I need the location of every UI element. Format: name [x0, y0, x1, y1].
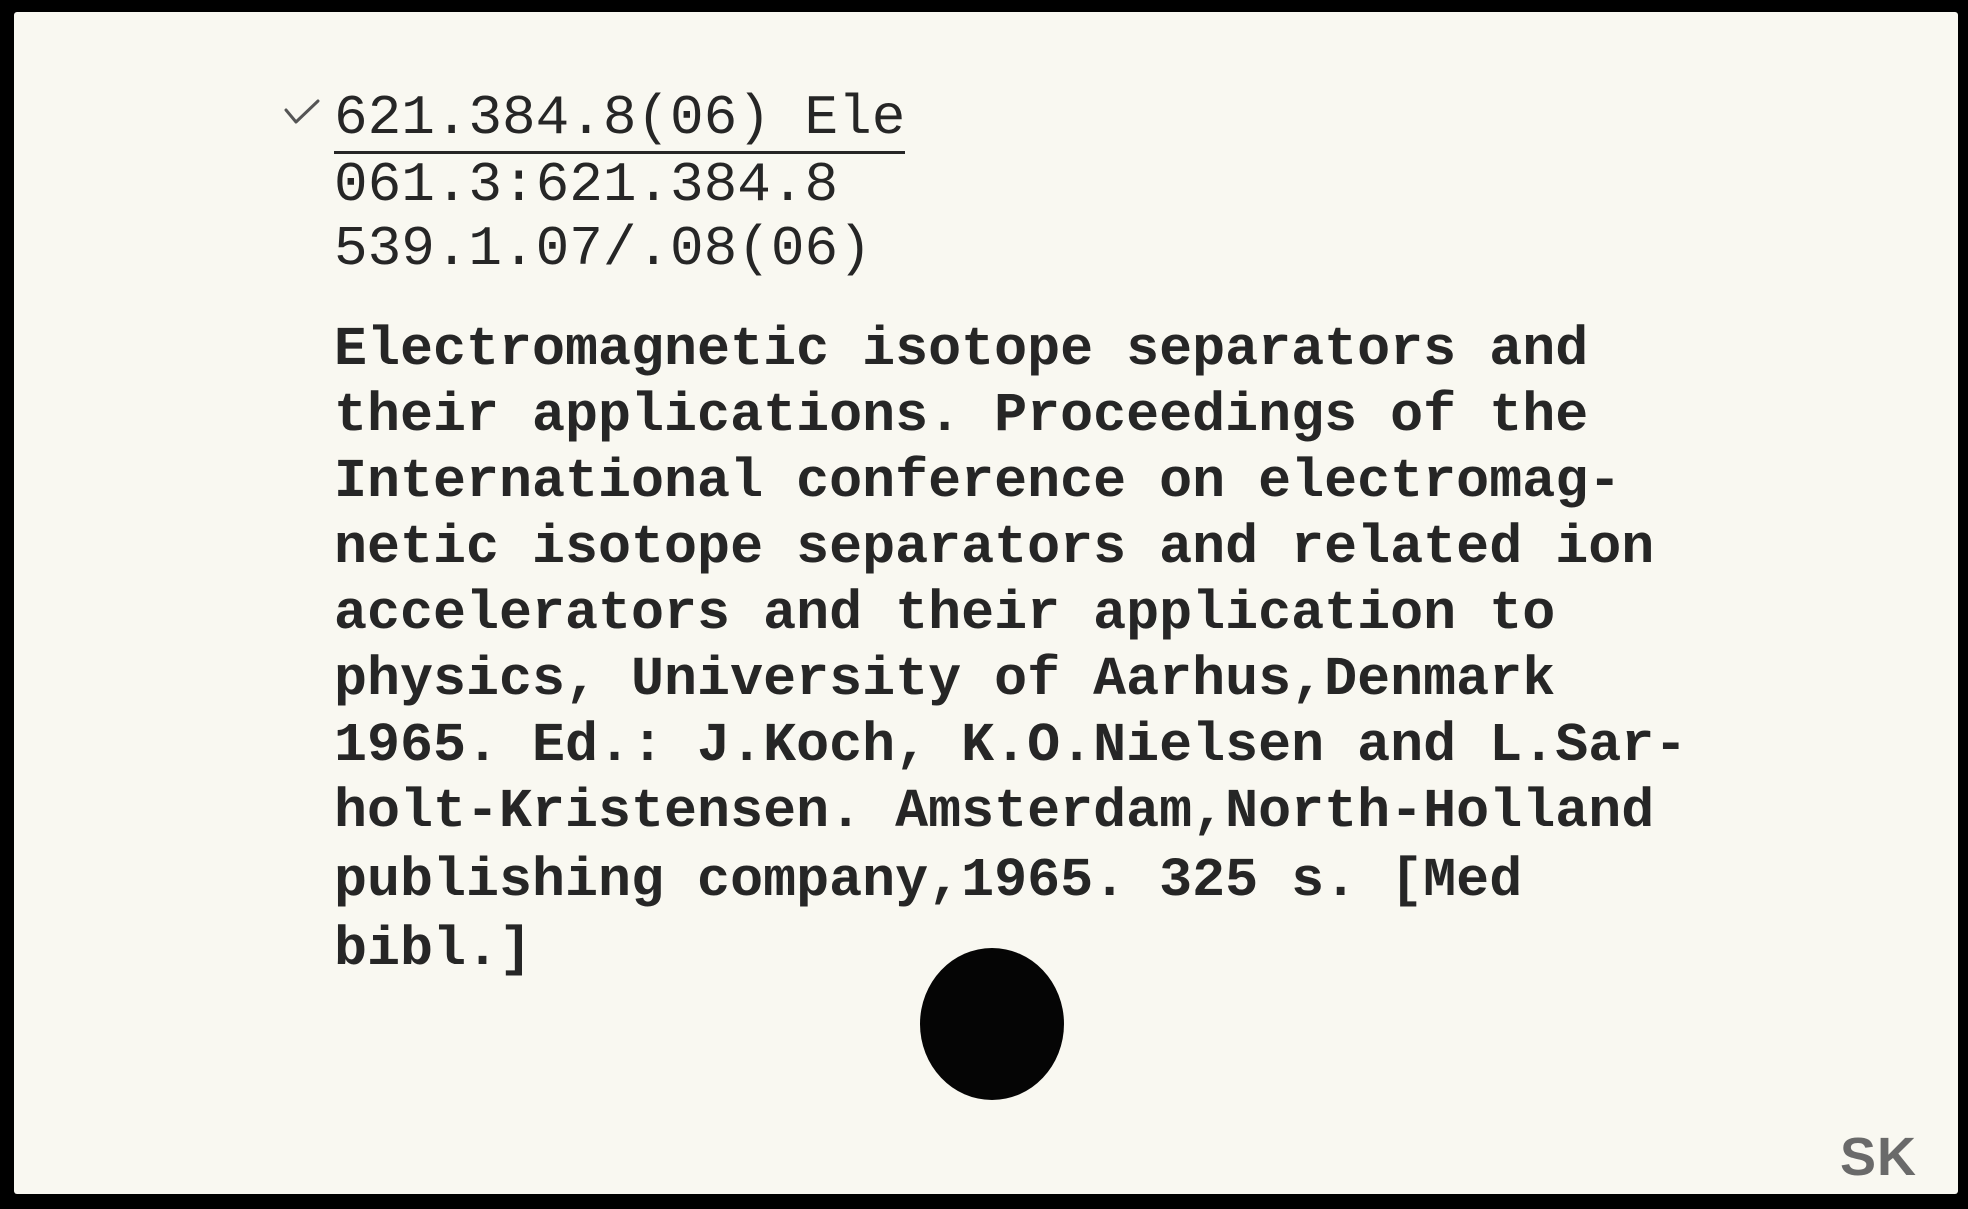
description-line: publishing company,1965. 325 s. [Med	[334, 849, 1523, 912]
description-line: netic isotope separators and related ion	[334, 516, 1655, 579]
description-line: 1965. Ed.: J.Koch, K.O.Nielsen and L.Sar-	[334, 714, 1688, 777]
description-line: Electromagnetic isotope separators and	[334, 318, 1589, 381]
description-line: International conference on electromag-	[334, 450, 1622, 513]
description-line: their applications. Proceedings of the	[334, 384, 1589, 447]
catalog-card	[14, 12, 1958, 1194]
classification-primary: 621.384.8(06) Ele	[334, 86, 905, 154]
stamp-initials: SK	[1840, 1127, 1918, 1187]
classification-tertiary: 539.1.07/.08(06)	[334, 217, 872, 281]
description-line: accelerators and their application to	[334, 582, 1556, 645]
description-line: physics, University of Aarhus,Denmark	[334, 648, 1556, 711]
description-line: bibl.]	[334, 918, 533, 981]
description-line: holt-Kristensen. Amsterdam,North-Holland	[334, 780, 1655, 843]
bibliographic-description	[334, 317, 1687, 983]
classification-secondary: 061.3:621.384.8	[334, 153, 839, 217]
checkmark-icon	[284, 98, 320, 128]
punch-hole	[920, 948, 1064, 1100]
